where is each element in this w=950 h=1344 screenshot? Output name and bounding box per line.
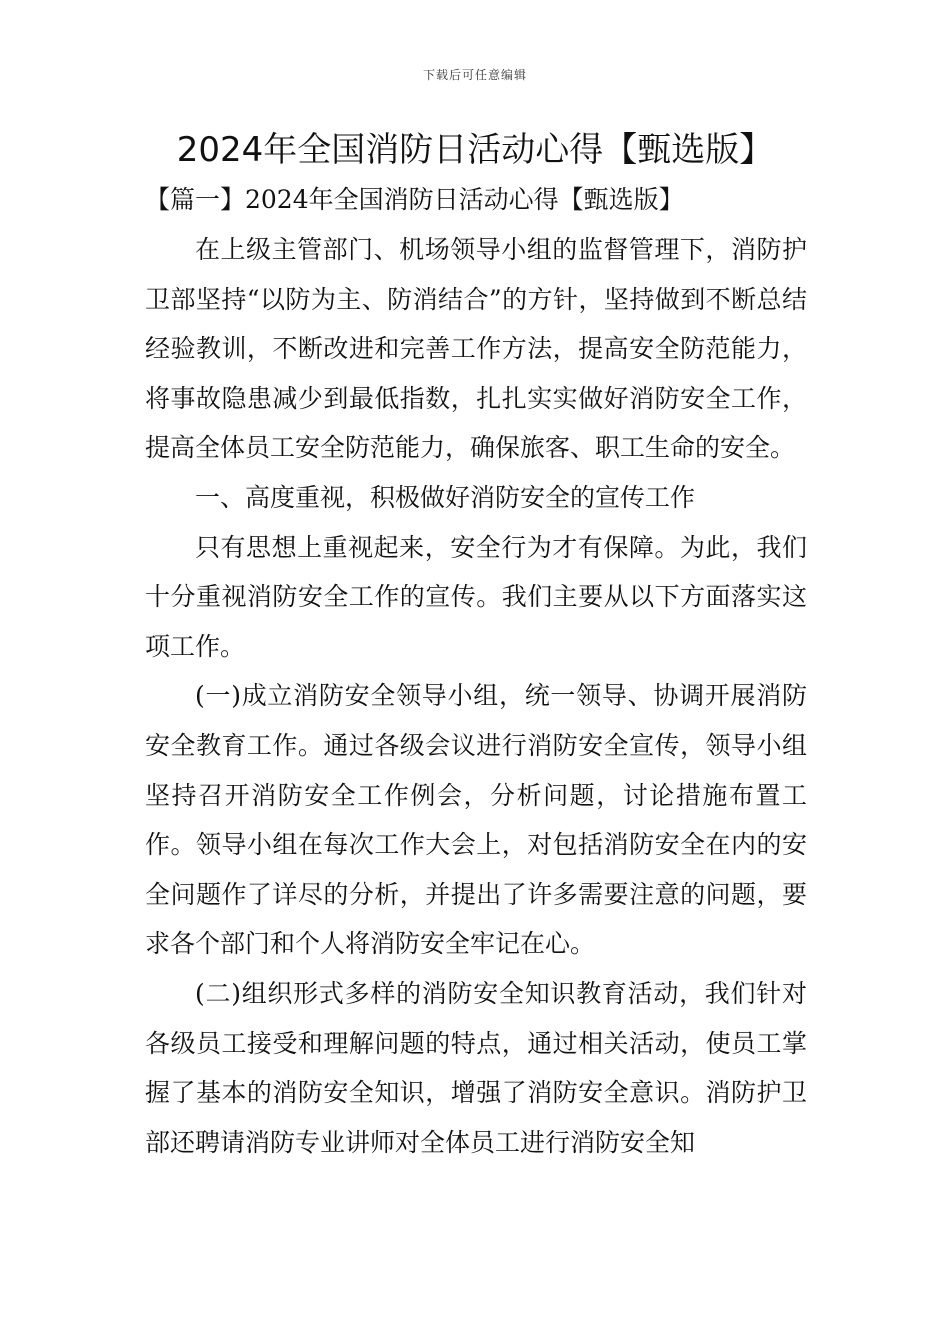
- paragraph-intro: 在上级主管部门、机场领导小组的监督管理下，消防护卫部坚持“以防为主、防消结合”的方针，坚持做到不断总结经验教训，不断改进和完善工作方法，提高安全防范能力，将事故隐患减少到最低指数，扎扎实实做好消防安全工作，提高全体员工安全防范能力，确保旅客、职工生命的安全。: [145, 235, 807, 463]
- document-body: [145, 225, 807, 1167]
- paragraph-awareness: 只有思想上重视起来，安全行为才有保障。为此，我们十分重视消防安全工作的宣传。我们主要从以下方面落实这项工作。: [145, 532, 807, 661]
- paragraph-item-1: (一)成立消防安全领导小组，统一领导、协调开展消防安全教育工作。通过各级会议进行消防安全宣传，领导小组坚持召开消防安全工作例会，分析问题，讨论措施布置工作。领导小组在每次工作大会上，对包括消防安全在内的安全问题作了详尽的分析，并提出了许多需要注意的问题，要求各个部门和个人将消防安全牢记在心。: [145, 681, 807, 959]
- paragraph-item-2: (二)组织形式多样的消防安全知识教育活动，我们针对各级员工接受和理解问题的特点，通过相关活动，使员工掌握了基本的消防安全知识，增强了消防安全意识。消防护卫部还聘请消防专业讲师对全体员工进行消防安全知: [145, 978, 807, 1157]
- paragraph-subheading-1: 一、高度重视，积极做好消防安全的宣传工作: [195, 482, 696, 512]
- section-heading: 【篇一】2024年全国消防日活动心得【甄选版】: [145, 185, 684, 214]
- header-note: 下载后可任意编辑: [422, 68, 527, 82]
- document-title: 2024年全国消防日活动心得【甄选版】: [176, 130, 774, 170]
